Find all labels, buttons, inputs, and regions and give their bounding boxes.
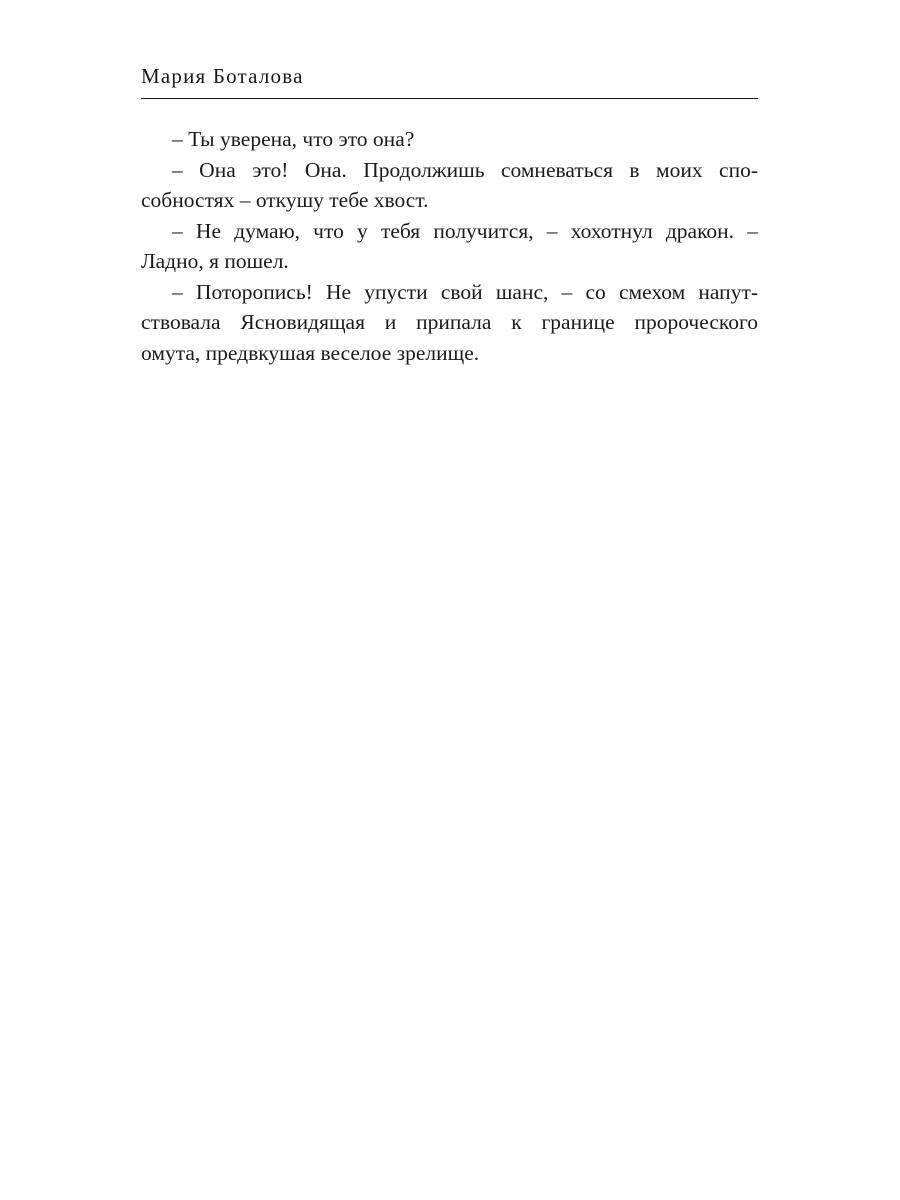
header-rule <box>141 98 758 99</box>
text-line: омута, предвкушая веселое зрелище. <box>141 340 480 365</box>
running-head-author: Мария Боталова <box>141 64 304 88</box>
text-line: – Ты уверена, что это она? <box>172 127 415 151</box>
text-line: – Она это! Она. Продолжишь сомневаться в моих спо- <box>172 157 758 182</box>
text-line: Ладно, я пошел. <box>141 249 289 273</box>
text-line: ствовала Ясновидящая и припала к границе пророческого <box>141 310 758 334</box>
text-line: – Поторопись! Не упусти свой шанс, – со смехом напут- <box>172 279 758 304</box>
body-text <box>141 124 758 368</box>
text-line: собностях – откушу тебе хвост. <box>141 188 429 212</box>
text-line: – Не думаю, что у тебя получится, – хохотнул дракон. – <box>172 218 758 243</box>
